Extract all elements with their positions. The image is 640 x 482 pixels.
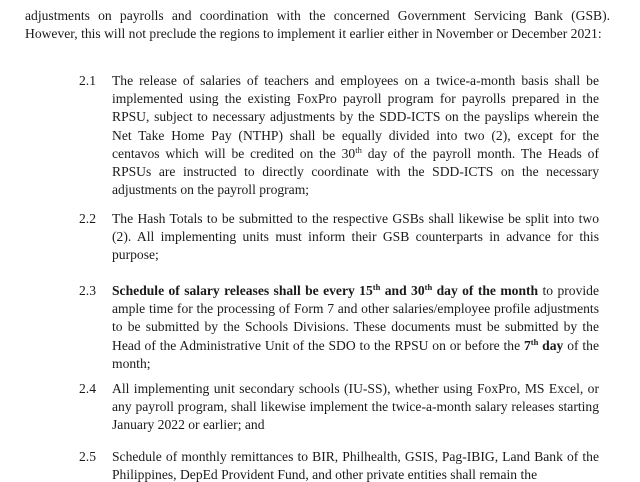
item-number: 2.5 xyxy=(79,449,96,464)
item-text: The release of salaries of teachers and employees on a twice-a-month basis shall be implemented using the existing FoxPro payroll program for payrolls prepared in the RPSU, subject to necessary adjustments by the SDD-ICTS on the payslips wherein the Net Take Home Pay (NTHP) shall be equally divided into two (2), except for the centavos which will be credited on the 30th day of the payroll month. The Heads of RPSUs are instructed to directly coordinate with the SDD-ICTS on the necessary adjustments on the payroll program; xyxy=(112,73,599,198)
item-text: The Hash Totals to be submitted to the respective GSBs shall likewise be split into two (2). All implementing units must inform their GSB counterparts in advance for this purpose; xyxy=(112,211,599,263)
item-text: Schedule of monthly remittances to BIR, Philhealth, GSIS, Pag-IBIG, Land Bank of the Philippines, DepEd Provident Fund, and other private entities shall remain the xyxy=(112,449,599,482)
item-number: 2.1 xyxy=(79,73,96,88)
intro-paragraph: adjustments on payrolls and coordination with the concerned Government Servicing Bank (GSB). However, this will not preclude the regions to implement it earlier either in November or December 2021: xyxy=(25,8,610,41)
item-number: 2.2 xyxy=(79,211,96,226)
item-text: Schedule of salary releases shall be every 15th and 30th day of the month to provide ample time for the processing of Form 7 and other salaries/employee profile adjustments to be submitted by the Schools Divisions. These documents must be submitted by the Head of the Administrative Unit of the SDO to the RPSU on or before the 7th day of the month; xyxy=(112,282,599,371)
item-number: 2.4 xyxy=(79,381,96,396)
item-text: All implementing unit secondary schools (IU-SS), whether using FoxPro, MS Excel, or any payroll program, shall likewise implement the twice-a-month salary releases starting January 2022 or earlier; and xyxy=(112,381,599,433)
item-number: 2.3 xyxy=(79,283,96,298)
